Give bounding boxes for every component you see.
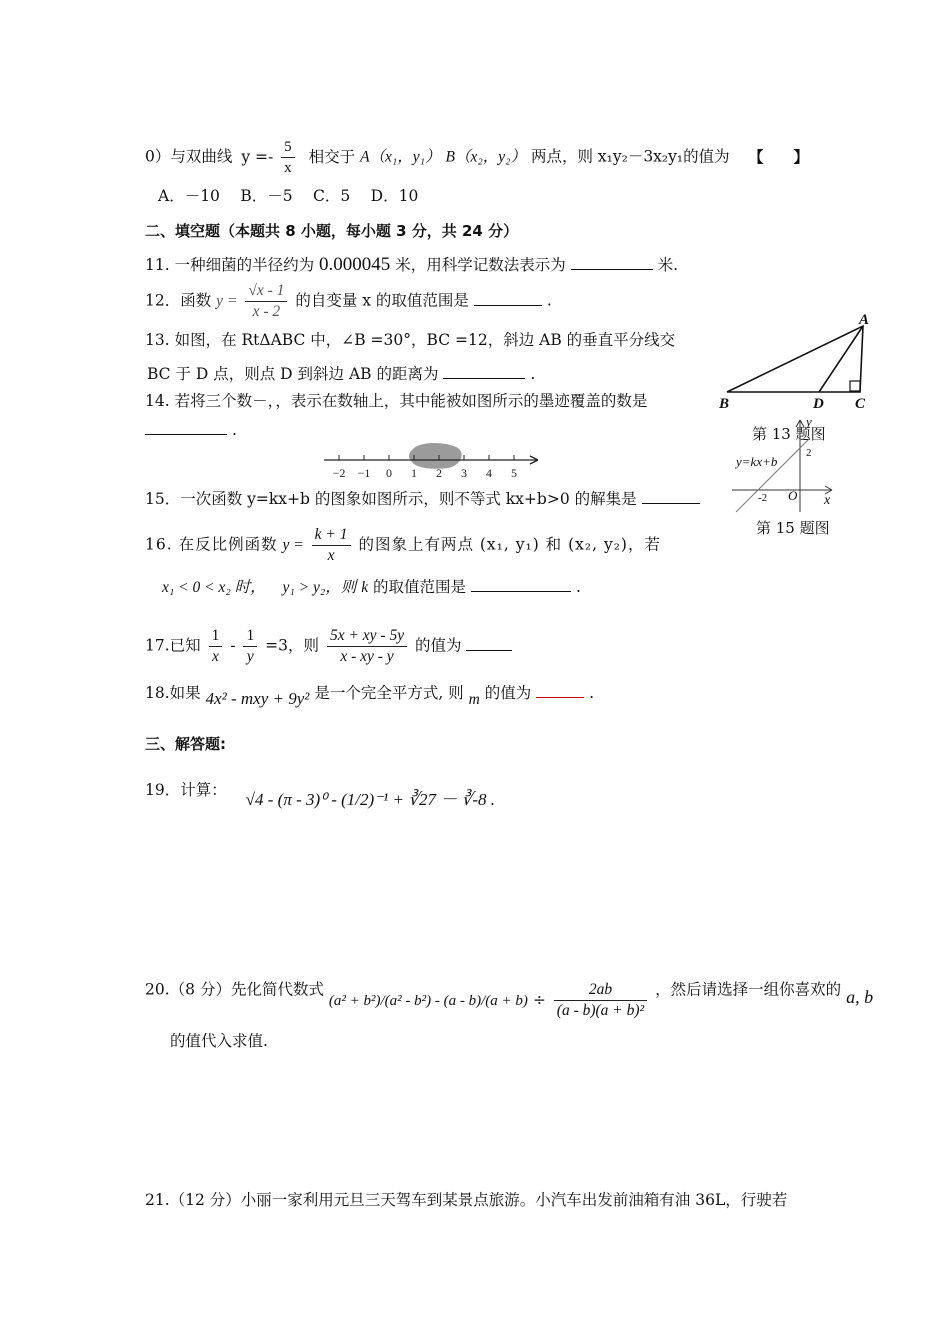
q16-frac-den: x (327, 547, 335, 564)
q20-line2: 的值代入求值. (170, 1032, 268, 1050)
q18-prefix: 18.如果 (145, 684, 201, 702)
q20-expr-a: (a² + b²)/(a² - b²) - (a - b)/(a + b) (328, 992, 528, 1009)
q16-answer-blank (471, 575, 571, 592)
q12-y-eq: y = (216, 292, 238, 310)
q18-tail2: 的值为 (484, 684, 532, 702)
q17-minus: - (230, 636, 236, 655)
q12-answer-blank (474, 289, 542, 306)
q14-answer-blank (145, 418, 227, 435)
q10-mid: 相交于 (308, 147, 356, 166)
q10-answer-brackets: 【 】 (748, 147, 809, 166)
q20-line1 (145, 970, 874, 1019)
label-d: D (813, 396, 824, 412)
q20-tail: ，然后请选择一组你喜欢的 (655, 980, 842, 999)
q17-frac1 (209, 626, 223, 667)
q14-line1: 14. 若将三个数－，，表示在数轴上，其中能被如图所示的墨迹覆盖的数是 (145, 392, 648, 410)
origin-label: O (788, 488, 798, 503)
q18-answer-blank (536, 681, 584, 698)
q17-frac1-num: 1 (209, 626, 223, 647)
q12-frac-den: x - 2 (252, 303, 281, 320)
tick-label: 2 (436, 466, 442, 480)
q12-tail: 的自变量 x 的取值范围是 (295, 291, 469, 310)
q20-frac-b-num: 2ab (554, 980, 647, 1001)
q18-expr: 4x² - mxy + 9y² (205, 689, 310, 708)
y-label: y (806, 414, 812, 429)
q10-point-b: B（x₂，y₂） (445, 148, 527, 166)
x-intercept-label: -2 (758, 492, 768, 504)
q10-frac-num: 5 (281, 137, 295, 158)
q17-eq: =3，则 (265, 636, 320, 655)
q17-frac2 (243, 626, 257, 667)
q21-line: 21.（12 分）小丽一家利用元旦三天驾车到某景点旅游。小汽车出发前油箱有油 36L，行驶若 (145, 1191, 788, 1209)
q16-end: . (575, 578, 581, 596)
label-a: A (859, 312, 870, 328)
q12-line (145, 281, 552, 322)
q10-fraction (281, 137, 295, 178)
q16-line1b: 的图象上有两点 (x₁, y₁) 和 (x₂, y₂)，若 (358, 535, 661, 554)
q10-options: A．－10 B．－5 C．5 D．10 (158, 187, 419, 205)
q18-end: . (589, 684, 595, 702)
q15-text: 15．一次函数 y=kx+b 的图象如图所示，则不等式 kx+b>0 的解集是 (145, 490, 637, 508)
q15-answer-blank (642, 487, 700, 504)
q19-expr: √4 - (π - 3)⁰ - (1/2)⁻¹ + ∛27 － ∛-8 . (245, 790, 496, 809)
q16-frac-num: k + 1 (312, 525, 351, 546)
x-label: x (824, 493, 831, 508)
q20-frac-b-den: (a - b)(a + b)² (556, 1002, 645, 1019)
label-c: C (855, 396, 866, 412)
q11-text: 11. 一种细菌的半径约为 (145, 256, 315, 274)
q14-end: . (231, 421, 237, 439)
q18-m: m (468, 691, 480, 708)
q20-div: ÷ (532, 990, 546, 1009)
tick-label: 1 (411, 466, 417, 480)
q20-label: 20.（8 分）先化简代数式 (145, 980, 324, 999)
q16-cond1: x₁ < 0 < x₂ 时， (162, 579, 266, 596)
q13-line2-text: BC 于 D 点，则点 D 到斜边 AB 的距离为 (147, 365, 439, 383)
section3-title: 三、解答题: (145, 735, 226, 753)
q12-frac-num: √x - 1 (245, 281, 287, 302)
figure-15 (728, 414, 848, 514)
figure-15-caption: 第 15 题图 (756, 519, 830, 537)
tick-label: 3 (461, 466, 467, 480)
tick-label: −2 (332, 466, 346, 480)
q17-answer-blank (466, 634, 512, 651)
right-angle-mark (850, 381, 860, 391)
q20-ab: a, b (846, 986, 874, 1007)
figure-13-caption: 第 13 题图 (752, 425, 826, 443)
q16-line1a: 16. 在反比例函数 (145, 535, 278, 554)
q10-line (145, 137, 809, 178)
q16-line1 (145, 525, 661, 566)
q16-y-eq: y = (282, 536, 304, 554)
q13-line2 (147, 362, 535, 384)
label-b: B (719, 396, 730, 412)
q17-frac-big (327, 626, 407, 667)
q17-tail: 的值为 (415, 636, 462, 655)
q14-line2 (145, 418, 237, 440)
tick-label: 0 (386, 466, 392, 480)
q11-end: 米. (657, 256, 679, 274)
q10-y-eq: y =- (241, 147, 274, 166)
q20-frac-b (554, 980, 647, 1021)
q16-line2 (162, 575, 581, 598)
tick-label: 5 (511, 466, 517, 480)
q18-line (145, 681, 595, 708)
section2-title: 二、填空题（本题共 8 小题，每小题 3 分，共 24 分） (145, 222, 519, 240)
q12-fraction (245, 281, 287, 322)
q17-big-num: 5x + xy - 5y (327, 626, 407, 647)
q11-value: 0.000045 (319, 254, 391, 275)
q10-tail: 两点，则 x₁y₂－3x₂y₁的值为 (530, 147, 730, 166)
q16-line2c: 的取值范围是 (373, 578, 467, 596)
q17-frac2-num: 1 (243, 626, 257, 647)
graph-line (736, 438, 810, 512)
q13-answer-blank (443, 362, 525, 379)
tick-label: −1 (357, 466, 371, 480)
figure-13 (715, 310, 880, 415)
q17-frac1-den: x (212, 648, 219, 665)
ink-blot (409, 443, 462, 469)
q16-k: k (361, 579, 369, 596)
q15-line (145, 487, 700, 509)
q17-line (145, 626, 512, 667)
q13-line1: 13. 如图，在 RtΔABC 中，∠B =30°，BC =12，斜边 AB 的垂直平分线交 (145, 331, 676, 349)
q10-frac-den: x (284, 160, 292, 176)
y-intercept-label: 2 (806, 447, 812, 459)
q18-tail: 是一个完全平方式, 则 (314, 684, 464, 702)
q17-prefix: 17.已知 (145, 636, 201, 655)
tick-label: 4 (486, 466, 492, 480)
q16-cond2: y₁ > y₂，则 (282, 579, 357, 596)
q16-fraction (312, 525, 351, 566)
q10-point-a: A（x₁，y₁） (360, 148, 441, 166)
q12-text: 12．函数 (145, 291, 212, 310)
triangle-abc (727, 326, 863, 392)
q11-tail: 米，用科学记数法表示为 (395, 256, 566, 274)
q13-end: . (530, 365, 536, 383)
q11-line (145, 253, 678, 275)
q19-line (145, 780, 496, 809)
q11-answer-blank (571, 253, 653, 270)
q17-big-den: x - xy - y (340, 648, 394, 665)
graph-eq: y=kx+b (736, 454, 778, 469)
q10-prefix: 0）与双曲线 (145, 147, 233, 166)
q19-label: 19．计算： (145, 781, 227, 799)
q12-end: . (546, 291, 552, 310)
q17-frac2-den: y (246, 648, 254, 665)
number-line-figure (320, 440, 550, 482)
